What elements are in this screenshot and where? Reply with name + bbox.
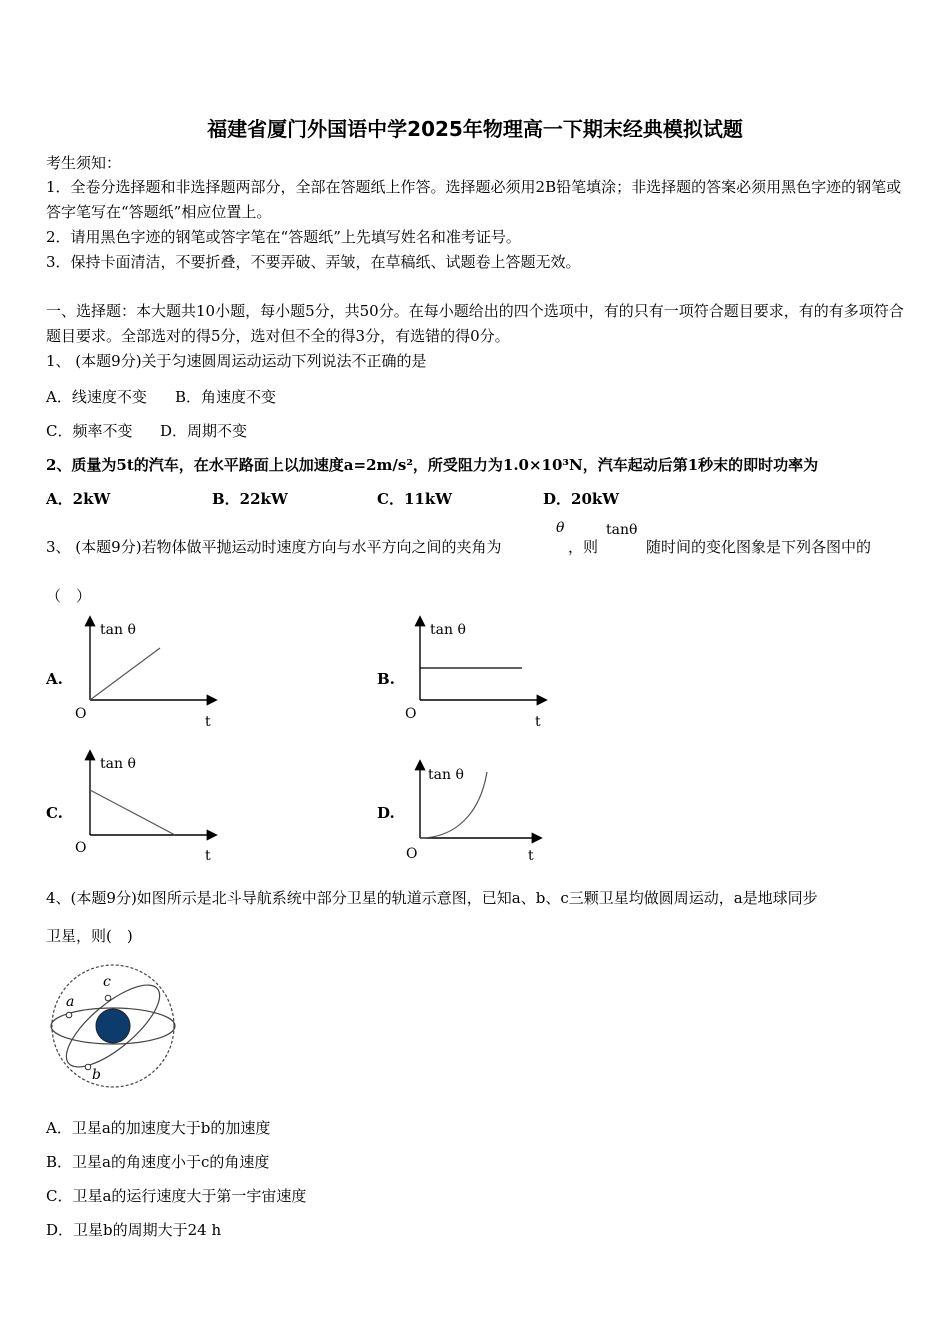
q4-stem-line1: 4、(本题9分)如图所示是北斗导航系统中部分卫星的轨道示意图，已知a、b、c三颗卫星均做圆周运动，a是地球同步 [46, 889, 818, 907]
graph-a-line [90, 648, 160, 700]
graph-b-ylabel: tan θ [430, 622, 466, 638]
satellite-c [105, 995, 111, 1001]
graph-c-line [90, 790, 175, 835]
q2-option-c: C．11kW [377, 490, 453, 508]
label-c: c [103, 974, 111, 990]
graph-a-ylabel: tan θ [100, 622, 136, 638]
q3-stem-part3: 随时间的变化图象是下列各图中的 [646, 538, 872, 556]
q1-option-b: B．角速度不变 [175, 388, 277, 406]
graph-d-xlabel: t [528, 848, 534, 864]
q3-stem-part1: 3、 (本题9分)若物体做平抛运动时速度方向与水平方向之间的夹角为 [46, 538, 502, 556]
q1-stem: 1、 (本题9分)关于匀速圆周运动运动下列说法不正确的是 [46, 352, 427, 370]
q3-graph-c [70, 744, 230, 869]
q3-theta-symbol: θ [556, 520, 565, 536]
q2-option-b: B．22kW [212, 490, 288, 508]
q3-label-a: A. [46, 670, 63, 688]
q2-option-d: D．20kW [543, 490, 620, 508]
q3-tan-symbol: tanθ [606, 522, 638, 538]
q4-option-a: A．卫星a的加速度大于b的加速度 [46, 1119, 271, 1137]
graph-d-origin: O [406, 846, 418, 862]
page-title: 福建省厦门外国语中学2025年物理高一下期末经典模拟试题 [207, 117, 743, 141]
satellite-a [66, 1012, 72, 1018]
graph-d-ylabel: tan θ [428, 767, 464, 783]
notice-item-1: 1．全卷分选择题和非选择题两部分，全部在答题纸上作答。选择题必须用2B铅笔填涂；非选择题的答案必须用黑色字迹的钢笔或答字笔写在“答题纸”相应位置上。 [46, 178, 902, 221]
graph-c-xlabel: t [205, 848, 211, 864]
q3-graph-a [70, 610, 230, 735]
q3-label-d: D. [377, 804, 395, 822]
q4-option-c: C．卫星a的运行速度大于第一宇宙速度 [46, 1187, 307, 1205]
earth [96, 1009, 130, 1043]
q4-option-b: B．卫星a的角速度小于c的角速度 [46, 1153, 270, 1171]
q2-stem: 2、质量为5t的汽车，在水平路面上以加速度a=2m/s²，所受阻力为1.0×10³N，汽车起动后第1秒末的即时功率为 [46, 456, 819, 474]
q3-stem-part2: ，则 [568, 538, 599, 556]
q1-option-d: D．周期不变 [160, 422, 248, 440]
q1-option-a: A．线速度不变 [46, 388, 147, 406]
q3-label-b: B. [377, 670, 395, 688]
notice-item-3: 3．保持卡面清洁，不要折叠，不要弄破、弄皱，在草稿纸、试题卷上答题无效。 [46, 253, 581, 271]
q3-label-c: C. [46, 804, 63, 822]
notice-heading: 考生须知： [46, 154, 122, 172]
q4-option-d: D．卫星b的周期大于24 h [46, 1221, 222, 1239]
graph-a-xlabel: t [205, 714, 211, 730]
q4-stem-line2: 卫星，则( ) [46, 927, 133, 945]
q2-option-a: A．2kW [46, 490, 111, 508]
section-heading: 一、选择题：本大题共10小题，每小题5分，共50分。在每小题给出的四个选项中，有的只有一项符合题目要求，有的有多项符合题目要求。全部选对的得5分，选对但不全的得3分，有选错的得0分。 [46, 302, 904, 345]
q3-graph-b [400, 610, 560, 735]
graph-a-origin: O [75, 706, 87, 722]
satellite-b [85, 1064, 91, 1070]
label-b: b [92, 1067, 101, 1083]
q1-option-c: C．频率不变 [46, 422, 133, 440]
graph-c-ylabel: tan θ [100, 756, 136, 772]
label-a: a [66, 994, 75, 1010]
graph-b-origin: O [405, 706, 417, 722]
notice-item-2: 2．请用黑色字迹的钢笔或答字笔在“答题纸”上先填写姓名和准考证号。 [46, 228, 521, 246]
graph-c-origin: O [75, 840, 87, 856]
q4-orbit-diagram [48, 963, 178, 1091]
graph-b-xlabel: t [535, 714, 541, 730]
q3-graph-d [400, 754, 560, 869]
q3-answer-paren: （ ） [46, 587, 92, 605]
